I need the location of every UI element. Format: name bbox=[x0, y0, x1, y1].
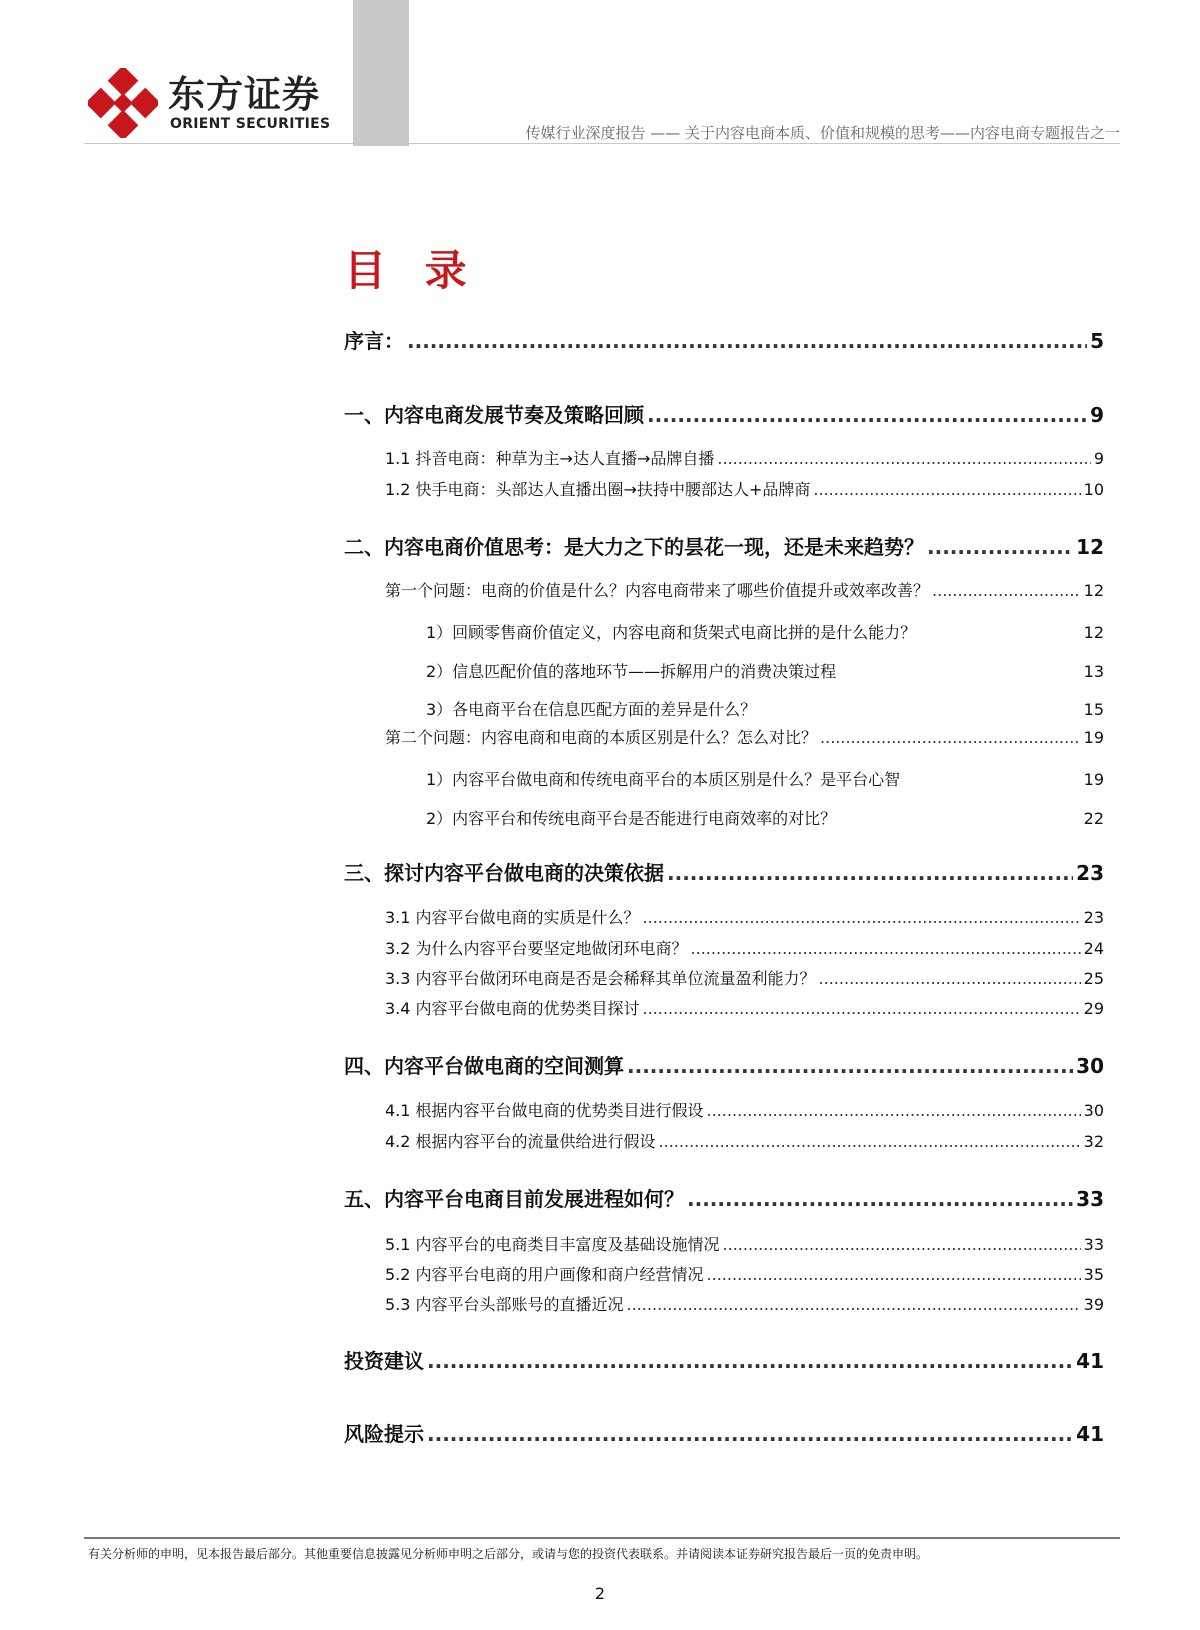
toc-entry-title: 四、内容平台做电商的空间测算 bbox=[344, 1054, 624, 1078]
report-header-title: 传媒行业深度报告 —— 关于内容电商本质、价值和规模的思考——内容电商专题报告之一 bbox=[525, 124, 1120, 142]
toc-entry-page: 41 bbox=[1076, 1349, 1104, 1373]
toc-entry-title: 3.2 为什么内容平台要坚定地做闭环电商？ bbox=[385, 939, 688, 958]
toc-entry-level-1[interactable] bbox=[344, 531, 1104, 560]
toc-entry-page: 5 bbox=[1090, 329, 1104, 353]
toc-entry-page: 12 bbox=[1083, 581, 1104, 600]
toc-dot-leader bbox=[427, 1422, 1073, 1446]
toc-entry-title: 第一个问题：电商的价值是什么？内容电商带来了哪些价值提升或效率改善？ bbox=[385, 581, 930, 600]
toc-entry-level-3[interactable] bbox=[344, 620, 1104, 643]
toc-dot-leader bbox=[687, 1187, 1073, 1211]
toc-dot-leader bbox=[643, 999, 1081, 1018]
orient-securities-logo bbox=[88, 60, 348, 140]
toc-dot-leader bbox=[813, 480, 1080, 499]
toc-entry-level-1[interactable] bbox=[344, 1050, 1104, 1079]
toc-entry-title: 1）回顾零售商价值定义，内容电商和货架式电商比拼的是什么能力？ bbox=[426, 623, 917, 642]
toc-heading: 目 录 bbox=[344, 246, 479, 295]
toc-entry-page: 9 bbox=[1093, 449, 1104, 468]
toc-entry-page: 29 bbox=[1083, 999, 1104, 1018]
toc-entry-page: 19 bbox=[1083, 728, 1104, 747]
toc-entry-title: 序言： bbox=[344, 329, 404, 353]
toc-entry-title: 3）各电商平台在信息匹配方面的差异是什么？ bbox=[426, 700, 757, 719]
toc-entry-page: 35 bbox=[1083, 1265, 1104, 1284]
toc-entry-page: 33 bbox=[1076, 1187, 1104, 1211]
toc-entry-page: 13 bbox=[1083, 662, 1104, 681]
logo-chinese-name: 东方证券 bbox=[168, 73, 320, 116]
toc-entry-title: 3.3 内容平台做闭环电商是否是会稀释其单位流量盈利能力？ bbox=[385, 969, 816, 988]
toc-entry-title: 4.1 根据内容平台做电商的优势类目进行假设 bbox=[385, 1101, 704, 1120]
toc-entry-level-2[interactable] bbox=[344, 725, 1104, 748]
logo-english-name: ORIENT SECURITIES bbox=[170, 116, 331, 132]
toc-entry-page: 32 bbox=[1083, 1132, 1104, 1151]
toc-entry-title: 1.1 抖音电商：种草为主→达人直播→品牌自播 bbox=[385, 449, 715, 468]
toc-entry-page: 12 bbox=[1083, 623, 1104, 642]
toc-entry-title: 5.2 内容平台电商的用户画像和商户经营情况 bbox=[385, 1265, 704, 1284]
toc-entry-level-2[interactable] bbox=[344, 1292, 1104, 1315]
toc-entry-page: 10 bbox=[1083, 480, 1104, 499]
toc-entry-title: 2）内容平台和传统电商平台是否能进行电商效率的对比？ bbox=[426, 809, 837, 828]
toc-entry-level-1[interactable] bbox=[344, 1418, 1104, 1447]
header-divider bbox=[84, 143, 1120, 144]
toc-dot-leader bbox=[407, 329, 1087, 353]
toc-entry-level-2[interactable] bbox=[344, 578, 1104, 601]
toc-entry-level-2[interactable] bbox=[344, 1129, 1104, 1152]
toc-entry-page: 23 bbox=[1076, 861, 1104, 885]
toc-entry-level-2[interactable] bbox=[344, 1262, 1104, 1285]
toc-entry-level-2[interactable] bbox=[344, 936, 1104, 959]
toc-entry-page: 24 bbox=[1083, 939, 1104, 958]
toc-entry-level-2[interactable] bbox=[344, 477, 1104, 500]
footer-disclaimer: 有关分析师的申明，见本报告最后部分。其他重要信息披露见分析师申明之后部分，或请与您的投资代表联系。并请阅读本证券研究报告最后一页的免责申明。 bbox=[88, 1547, 929, 1561]
toc-entry-page: 15 bbox=[1083, 700, 1104, 719]
toc-dot-leader bbox=[723, 1235, 1081, 1254]
toc-dot-leader bbox=[627, 1295, 1081, 1314]
toc-entry-page: 41 bbox=[1076, 1422, 1104, 1446]
toc-dot-leader bbox=[667, 861, 1073, 885]
toc-entry-page: 23 bbox=[1083, 908, 1104, 927]
toc-entry-page: 39 bbox=[1083, 1295, 1104, 1314]
toc-entry-level-2[interactable] bbox=[344, 996, 1104, 1019]
toc-entry-title: 二、内容电商价值思考：是大力之下的昙花一现，还是未来趋势？ bbox=[344, 535, 924, 559]
toc-dot-leader bbox=[717, 449, 1090, 468]
toc-entry-page: 22 bbox=[1083, 809, 1104, 828]
toc-entry-title: 3.4 内容平台做电商的优势类目探讨 bbox=[385, 999, 640, 1018]
toc-dot-leader bbox=[819, 969, 1081, 988]
toc-dot-leader bbox=[927, 535, 1073, 559]
toc-entry-title: 一、内容电商发展节奏及策略回顾 bbox=[344, 403, 644, 427]
toc-entry-title: 五、内容平台电商目前发展进程如何？ bbox=[344, 1187, 684, 1211]
toc-dot-leader bbox=[691, 939, 1081, 958]
toc-dot-leader bbox=[820, 728, 1081, 747]
toc-entry-level-3[interactable] bbox=[344, 767, 1104, 790]
toc-entry-title: 5.3 内容平台头部账号的直播近况 bbox=[385, 1295, 624, 1314]
toc-entry-title: 1）内容平台做电商和传统电商平台的本质区别是什么？是平台心智 bbox=[426, 770, 901, 789]
toc-entry-page: 30 bbox=[1083, 1101, 1104, 1120]
toc-entry-title: 3.1 内容平台做电商的实质是什么？ bbox=[385, 908, 640, 927]
toc-entry-title: 5.1 内容平台的电商类目丰富度及基础设施情况 bbox=[385, 1235, 720, 1254]
toc-entry-level-2[interactable] bbox=[344, 966, 1104, 989]
toc-dot-leader bbox=[707, 1265, 1081, 1284]
toc-entry-page: 25 bbox=[1083, 969, 1104, 988]
toc-dot-leader bbox=[647, 403, 1087, 427]
toc-entry-page: 33 bbox=[1083, 1235, 1104, 1254]
toc-entry-level-3[interactable] bbox=[344, 697, 1104, 720]
toc-entry-title: 投资建议 bbox=[344, 1349, 424, 1373]
orient-logo-mark-icon bbox=[88, 68, 158, 138]
toc-entry-level-1[interactable] bbox=[344, 399, 1104, 428]
toc-entry-title: 第二个问题：内容电商和电商的本质区别是什么？怎么对比？ bbox=[385, 728, 818, 747]
toc-entry-page: 30 bbox=[1076, 1054, 1104, 1078]
toc-entry-page: 12 bbox=[1076, 535, 1104, 559]
toc-dot-leader bbox=[659, 1132, 1081, 1151]
toc-entry-level-1[interactable] bbox=[344, 1183, 1104, 1212]
toc-entry-page: 19 bbox=[1083, 770, 1104, 789]
toc-entry-level-2[interactable] bbox=[344, 446, 1104, 469]
page-number: 2 bbox=[594, 1584, 606, 1603]
toc-dot-leader bbox=[427, 1349, 1073, 1373]
toc-entry-level-2[interactable] bbox=[344, 1232, 1104, 1255]
toc-entry-title: 三、探讨内容平台做电商的决策依据 bbox=[344, 861, 664, 885]
toc-dot-leader bbox=[643, 908, 1081, 927]
header-grey-bar bbox=[353, 0, 409, 146]
toc-entry-level-2[interactable] bbox=[344, 1098, 1104, 1121]
toc-entry-title: 风险提示 bbox=[344, 1422, 424, 1446]
toc-entry-level-1[interactable] bbox=[344, 325, 1104, 354]
toc-dot-leader bbox=[707, 1101, 1081, 1120]
toc-entry-level-2[interactable] bbox=[344, 905, 1104, 928]
toc-dot-leader bbox=[932, 581, 1081, 600]
toc-dot-leader bbox=[627, 1054, 1073, 1078]
toc-entry-level-3[interactable] bbox=[344, 659, 1104, 682]
toc-entry-title: 4.2 根据内容平台的流量供给进行假设 bbox=[385, 1132, 656, 1151]
footer-divider bbox=[84, 1537, 1120, 1539]
toc-entry-level-1[interactable] bbox=[344, 1345, 1104, 1374]
toc-entry-level-1[interactable] bbox=[344, 857, 1104, 886]
toc-entry-title: 2）信息匹配价值的落地环节——拆解用户的消费决策过程 bbox=[426, 662, 837, 681]
toc-entry-level-3[interactable] bbox=[344, 806, 1104, 829]
toc-entry-page: 9 bbox=[1090, 403, 1104, 427]
toc-entry-title: 1.2 快手电商：头部达人直播出圈→扶持中腰部达人+品牌商 bbox=[385, 480, 811, 499]
